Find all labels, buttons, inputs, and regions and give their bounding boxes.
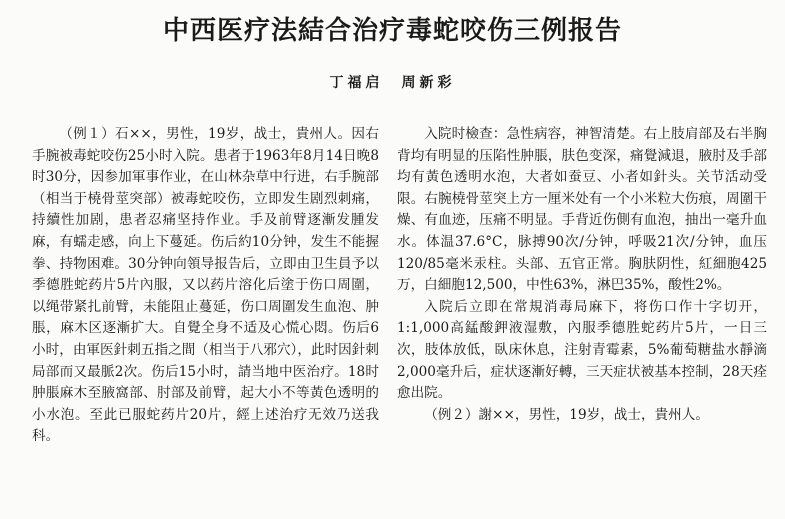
admission-exam-paragraph: 入院时檢查：急性病容，神智清楚。右上肢肩部及右半胸背均有明显的压陷性肿脹，肤色变深，痛覺減退，腋肘及手部均有黃色透明水泡，大者如蚕豆、小者如針头。关节活动受限。右腕橈骨莖突上方一厘米处有一个小米粒大伤痕，周圍干燥、有血迹，压痛不明显。手背近伤側有血泡，抽出一毫升血水。体温37.6°C，脉搏90次/分钟，呼吸21次/分钟，血压120/85毫米汞柱。头部、五官正常。胸肤阴性，紅細胞425万，白細胞12,500，中性63%，淋巴35%，酸性2%。 [397, 126, 767, 294]
article-authors: 丁福启 周新彩 [329, 75, 456, 91]
article-title: 中西医疗法結合治疗毒蛇咬伤三例报告 [162, 16, 622, 46]
left-column [32, 124, 379, 448]
treatment-paragraph: 入院后立即在常規消毒局麻下，将伤口作十字切开，1:1,000高錳酸鉀液湿敷，內服季德胜蛇药片5片，一日三次，肢体放低，臥床休息，注射青霉素，5%葡萄糖盐水靜滴2,000毫升后，症状逐漸好轉，三天症状被基本控制，28天痊愈出院。 [397, 298, 767, 402]
case-2-intro-paragraph: （例２）謝××，男性，19岁，战士，貴州人。 [424, 406, 709, 423]
right-column [397, 124, 767, 426]
case-1-history-paragraph: （例１）石××，男性，19岁，战士，貴州人。因右手腕被毒蛇咬伤25小时入院。患者于1963年8月14日晚8时30分，因参加軍事作业，在山林杂草中行进，右手腕部（相当于橈骨莖突部）被毒蛇咬伤，立即发生剧烈刺痛，持續性加剧，患者忍痛坚持作业。手及前臂逐漸发腫发麻，有蠕走感，向上下蔓延。伤后約10分钟，发生不能握拳、持物困难。30分钟向領导报告后，立即由卫生員予以季德胜蛇药片5片內服，又以药片溶化后塗于伤口周圍，以绳带紧扎前臂，未能阻止蔓延，伤口周圍发生血泡、肿脹，麻木区逐漸扩大。自覺全身不适及心慌心悶。伤后6小时，由軍医針刺五指之間（相当于八邪穴），此时因針刺局部而又最脈2次。伤后15小时，請当地中医治疗。18时肿脹麻木至腋窩部、肘部及前臂，起大小不等黃色透明的小水泡。至此已服蛇药片20片，經上述治疗无效乃送我科。 [32, 126, 379, 445]
